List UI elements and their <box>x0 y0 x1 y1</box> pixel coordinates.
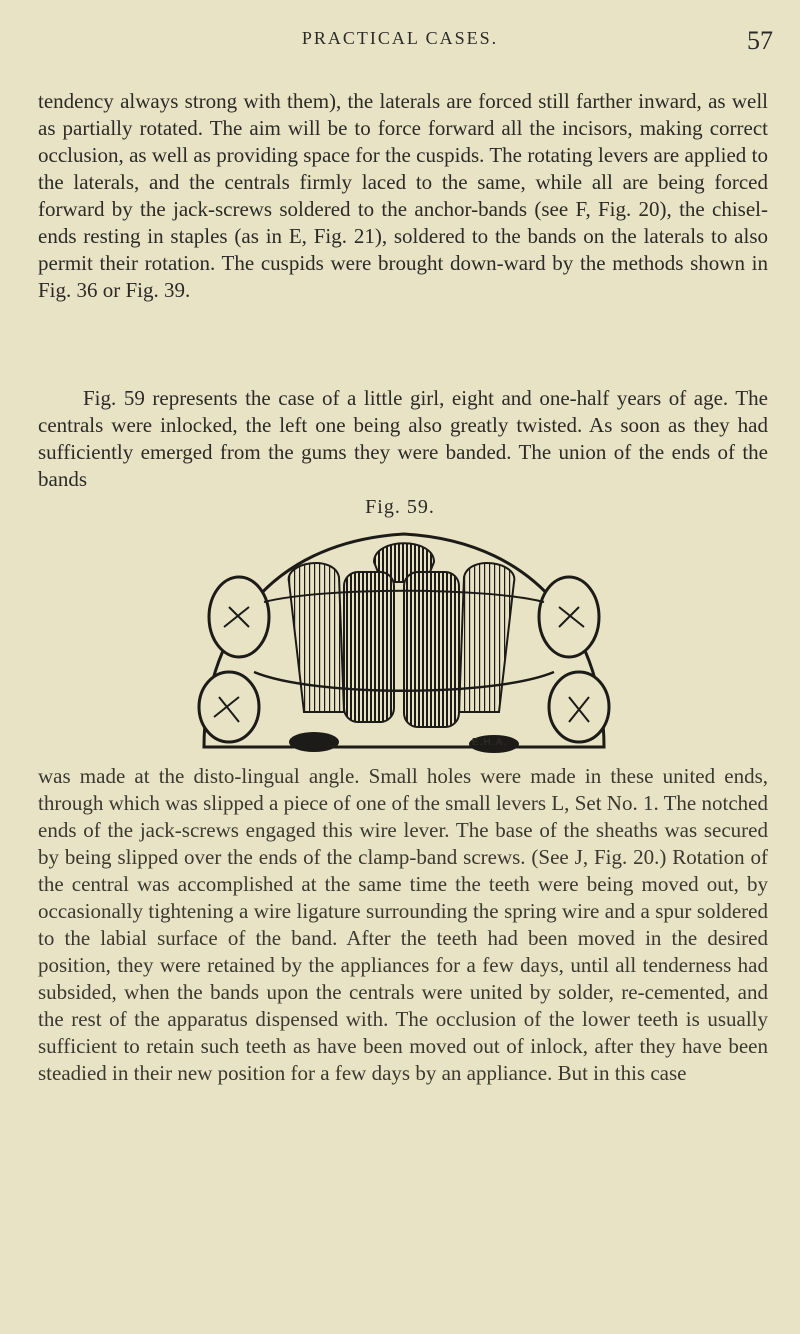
molar-right <box>549 672 609 742</box>
figure-caption: Fig. 59. <box>365 496 435 518</box>
central-left <box>344 572 394 722</box>
figure-signature: E.H.A. <box>472 737 508 748</box>
molar-left <box>199 672 259 742</box>
page-number: 57 <box>747 26 773 55</box>
paragraph-1: tendency always strong with them), the laterals are forced still farther inward, as well as partially rotated. The aim will be to force forward all the incisors, making correct occlusion, as well as providing space for the cuspids. The rotating levers are applied to the laterals, and the centrals firmly laced to the same, while all are being forced forward by the jack-screws soldered to the anchor-bands (see F, Fig. 20), the chisel-ends resting in staples (as in E, Fig. 21), soldered to the bands on the laterals to also permit their rotation. The cuspids were brought down-ward by the methods shown in Fig. 36 or Fig. 39. <box>38 89 768 302</box>
dental-illustration <box>194 522 614 754</box>
central-right <box>404 572 459 727</box>
paragraph-3: was made at the disto-lingual angle. Small holes were made in these united ends, through which was slipped a piece of one of the small levers L, Set No. 1. The notched ends of the jack-screws engaged this wire lever. The base of the sheaths was secured by being slipped over the ends of the clamp-band screws. (See J, Fig. 20.) Rotation of the central was accomplished at the same time the teeth were being moved out, by occasionally tightening a wire ligature surrounding the spring wire and a spur soldered to the labial surface of the band. After the teeth had been moved in the desired position, they were retained by the appliances for a few days, until all tenderness had subsided, when the bands upon the centrals were united by solder, re-cemented, and the rest of the apparatus dispensed with. The occlusion of the lower teeth is usually sufficient to retain such teeth as have been moved out of inlock, after they have been steadied in their new position for a few days by an appliance. But in this case <box>38 764 768 1085</box>
running-title: PRACTICAL CASES. <box>301 28 499 48</box>
paragraph-2: Fig. 59 represents the case of a little girl, eight and one-half years of age. The centrals were inlocked, the left one being also greatly twisted. As soon as they had sufficiently emerged from the gums they were banded. The union of the ends of the bands <box>38 386 768 491</box>
